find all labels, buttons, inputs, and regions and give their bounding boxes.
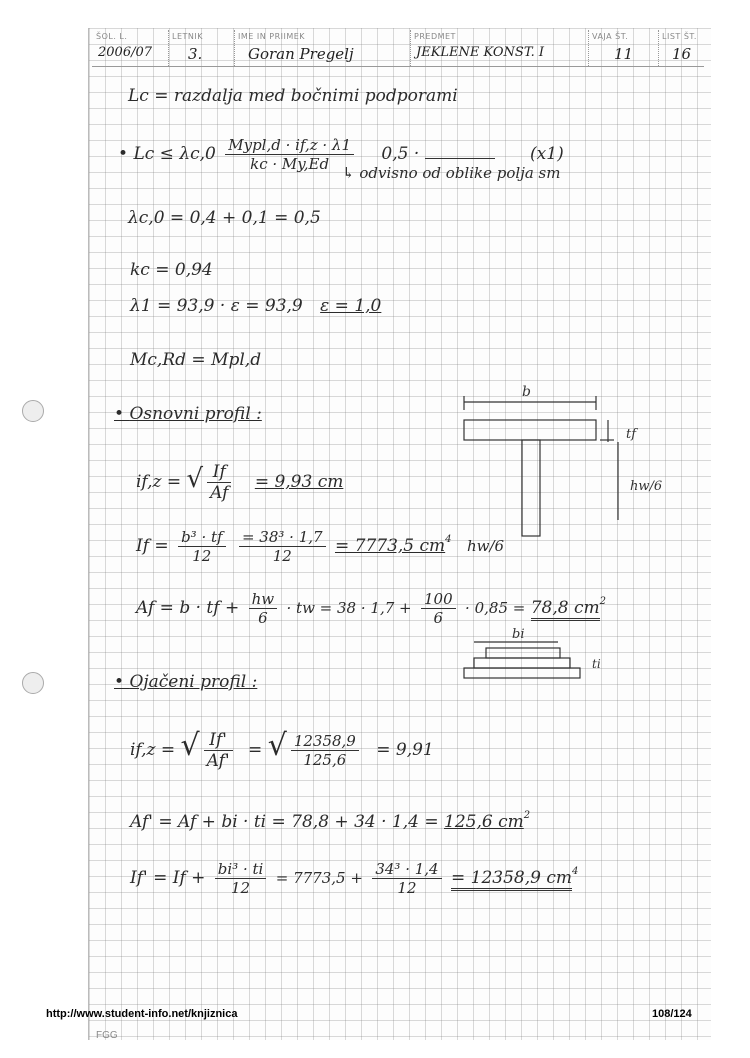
fraction-denominator: 12 [397,879,417,897]
eq-fraction [249,590,278,627]
header-value: JEKLENE KONST. I [416,45,544,60]
eq-ifz-basic: if,z = √ $\frac{If}{Af}$ = 9,93 cm [136,462,344,503]
header-value: 11 [614,45,634,63]
eq-ifz-reinforced: if,z = √ $\frac{If'}{Af'}$ = √ $\frac{12358,9}{125,6}$ = 9,91 [130,728,434,771]
fraction-numerator: hw [249,590,278,609]
section-heading-basic: • Osnovni profil : [114,404,262,424]
punch-hole [22,400,44,422]
lambda-symbol: λc,0 [179,144,216,164]
fraction-denominator: Af [210,483,229,503]
note-line-definition: Lc = razdalja med bočnimi podporami [128,86,458,106]
note-remark: ↳ odvisno od oblike polja sm [342,164,561,182]
eq-lead: Af = b · tf + [136,598,240,618]
header-value: 16 [672,45,692,63]
exponent: 2 [599,596,607,607]
header-value: Goran Pregelj [248,45,354,63]
eq-result: = 12358,9 cm [451,868,572,891]
fraction-denominator: 12 [231,879,251,897]
eq-note: hw/6 [466,537,505,555]
condition-lead: Lc ≤ [133,144,174,164]
label-tf: tf [626,427,637,442]
header-cell-predmet [410,30,589,66]
condition-value: 0,5 · [381,144,420,164]
eq-fraction [207,462,231,503]
eq-if-reinforced [130,860,578,897]
epsilon-value: ε = 1,0 [320,296,382,316]
label-ti: ti [592,657,601,671]
fraction-numerator: Mypl,d · if,z · λ1 [225,136,354,155]
eq-fraction [178,528,226,565]
note-lambda1 [130,296,381,316]
header-table [92,30,704,67]
eq-result: 125,6 cm [444,812,524,832]
web-rect [522,440,540,536]
label-hw6: hw/6 [630,479,663,494]
section-heading-reinforced: • Ojačeni profil : [114,672,258,692]
cross-section-sketch [450,380,700,700]
blank-line [425,158,495,159]
eq-result: = 9,93 cm [254,472,344,492]
eq-mid: · tw = 38 · 1,7 + [286,599,412,617]
flange-rect [464,420,596,440]
eq-result: = 7773,5 cm [334,536,446,556]
fraction-numerator: bi³ · ti [215,860,267,879]
footer-page: 108/124 [652,1008,692,1020]
section-heading-text: Ojačeni profil : [129,672,258,692]
eq-end: · 0,85 = [465,599,526,617]
header-label: VAJA ŠT. [592,32,629,41]
header-label: LIST ŠT. [662,32,697,41]
eq-lead: If = [136,536,169,556]
eq-af-reinforced [130,812,530,832]
eq-lead: if,z = [136,472,182,492]
fraction-denominator: 12 [272,547,292,565]
exponent: 2 [523,810,531,821]
header-label: LETNIK [172,32,203,41]
plate-lower [464,668,580,678]
fraction-denominator: 125,6 [303,751,347,769]
header-cell-ime [234,30,411,66]
fraction-numerator: 34³ · 1,4 [372,860,441,879]
header-cell-sol [92,30,169,66]
header-value: 2006/07 [98,45,153,60]
eq-result: 78,8 cm [531,598,600,621]
label-b: b [522,384,531,400]
header-value: 3. [188,45,203,63]
exponent: 4 [572,866,579,877]
eq-fraction [204,730,233,771]
fraction-denominator: Af' [206,751,230,771]
eq-lead: Af' = Af + bi · ti = 78,8 + 34 · 1,4 = [130,812,439,832]
fraction-numerator: b³ · tf [178,528,226,547]
exponent: 4 [445,534,452,545]
eq-fraction-values [239,528,326,565]
fraction-numerator: If' [204,730,233,751]
fraction-numerator: 100 [421,590,456,609]
note-kc: kc = 0,94 [130,260,213,280]
equation-ref: (x1) [530,144,564,164]
header-label: PREDMET [414,32,456,41]
eq-fraction-values [291,732,359,769]
eq-if-basic [136,528,504,565]
eq-mid: = 7773,5 + [275,869,363,887]
fraction-denominator: 6 [433,609,444,627]
fraction-denominator: 6 [258,609,268,627]
plate-upper [486,648,560,658]
eq-result: = 9,91 [376,740,434,760]
margin-strip [4,120,18,840]
fraction-denominator: 12 [192,547,212,565]
header-cell-list [658,30,704,66]
section-heading-text: Osnovni profil : [129,404,262,424]
header-label: ŠOL. L. [96,32,128,41]
header-cell-letnik [168,30,235,66]
fraction-denominator: kc · My,Ed [250,155,330,173]
fraction-numerator: = 38³ · 1,7 [239,528,326,547]
footer-url: http://www.student-info.net/knjiznica [46,1008,238,1020]
eq-lead: If' = If + [130,868,206,888]
punch-hole [22,672,44,694]
lambda1-text: λ1 = 93,9 · ε = 93,9 [130,296,303,316]
header-cell-vaja [588,30,659,66]
bullet: • [118,144,129,164]
footer-code: FGG [96,1030,118,1041]
fraction-numerator: If [207,462,231,483]
eq-lead: if,z = [130,740,176,760]
note-lambda-c0: λc,0 = 0,4 + 0,1 = 0,5 [128,208,321,228]
label-bi: bi [512,627,525,642]
note-mcrd: Mc,Rd = Mpl,d [130,350,262,370]
condition-fraction [225,136,354,173]
eq-fraction [215,860,267,897]
fraction-numerator: 12358,9 [291,732,359,751]
header-label: IME IN PRIIMEK [238,32,306,41]
eq-fraction-values [372,860,441,897]
